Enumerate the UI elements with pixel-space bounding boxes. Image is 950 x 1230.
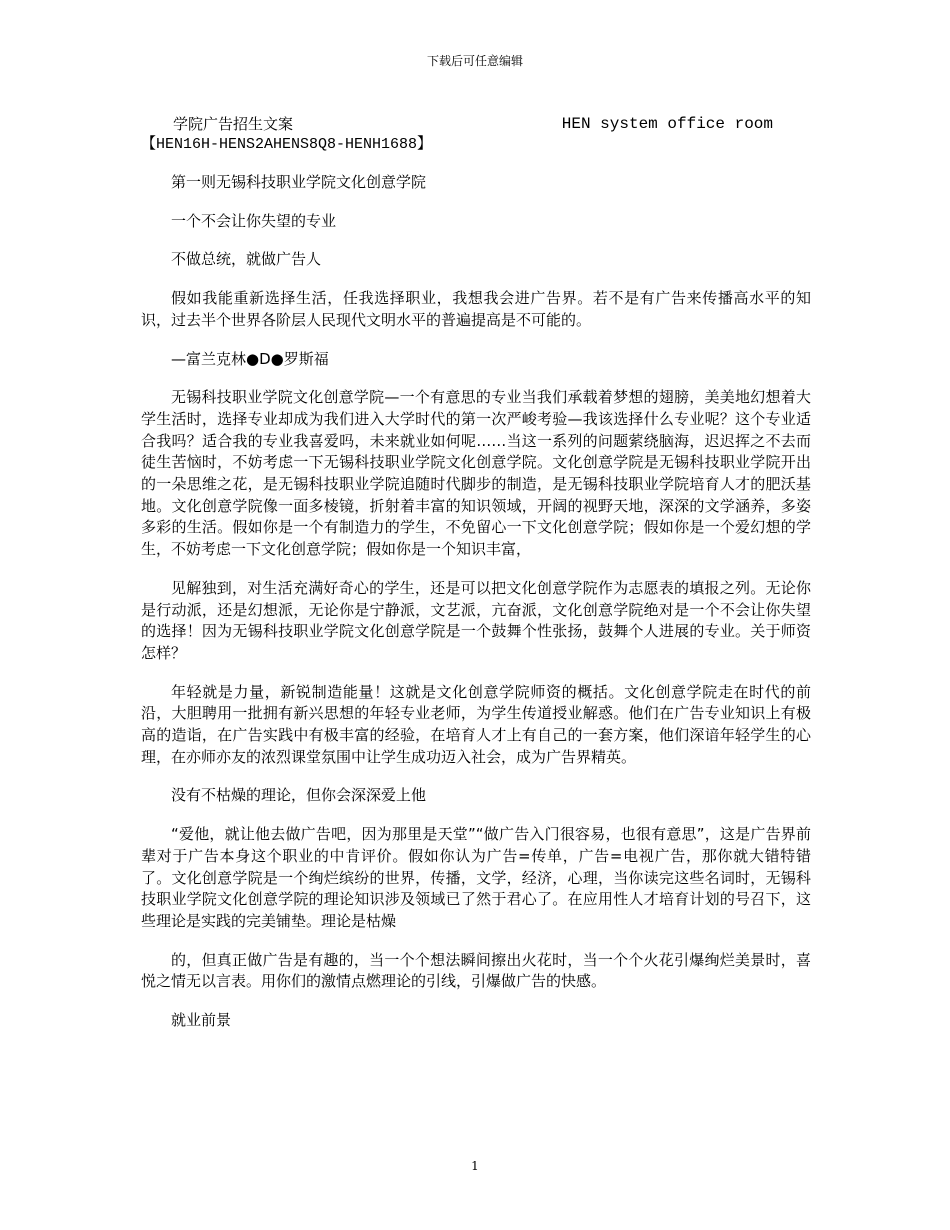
paragraph-theory: “爱他，就让他去做广告吧，因为那里是天堂”“做广告入门很容易，也很有意思”，这是广告界前辈对于广告本身这个职业的中肯评价。假如你认为广告=传单，广告=电视广告，那你就大错特错了。文化创意学院是一个绚烂缤纷的世界，传播，文学，经济，心理，当你读完这些名词时，无锡科技职业学院文化创意学院的理论知识涉及领域已了然于君心了。在应用性人才培育计划的号召下，这些理论是实践的完美铺垫。理论是枯燥 bbox=[141, 825, 811, 930]
document-title: 学院广告招生文案 bbox=[173, 115, 294, 133]
document-code: 【HEN16H-HENS2AHENS8Q8-HENH1688】 bbox=[141, 136, 433, 153]
paragraph-faculty: 年轻就是力量，新锐制造能量！这就是文化创意学院师资的概括。文化创意学院走在时代的前沿，大胆聘用一批拥有新兴思想的年轻专业老师，为学生传道授业解惑。他们在广告专业知识上有极高的造诣，在广告实践中有极丰富的经验，在培育人才上有自己的一套方案，他们深谙年轻学生的心理，在亦师亦友的浓烈课堂氛围中让学生成功迈入社会，成为广告界精英。 bbox=[141, 682, 811, 766]
document-body bbox=[141, 172, 811, 1049]
paragraph-choice: 见解独到，对生活充满好奇心的学生，还是可以把文化创意学院作为志愿表的填报之列。无论你是行动派，还是幻想派，无论你是宁静派，文艺派，亢奋派，文化创意学院绝对是一个不会让你失望的选择！因为无锡科技职业学院文化创意学院是一个鼓舞个性张扬，鼓舞个人进展的专业。关于师资怎样？ bbox=[141, 578, 811, 662]
paragraph-subheading: 一个不会让你失望的专业 bbox=[171, 211, 337, 230]
title-row bbox=[141, 114, 811, 134]
paragraph-quote: 假如我能重新选择生活，任我选择职业，我想我会进广告界。若不是有广告来传播高水平的知识，过去半个世界各阶层人民现代文明水平的普遍提高是不可能的。 bbox=[141, 289, 811, 329]
paragraph-employment-heading: 就业前景 bbox=[171, 1011, 232, 1030]
paragraph-intro: 无锡科技职业学院文化创意学院—一个有意思的专业当我们承载着梦想的翅膀，美美地幻想着大学生活时，选择专业却成为我们进入大学时代的第一次严峻考验—我该选择什么专业呢？这个专业适合我吗？适合我的专业我喜爱吗，未来就业如何呢……当这一系列的问题萦绕脑海，迟迟挥之不去而徒生苦恼时，不妨考虑一下无锡科技职业学院文化创意学院。文化创意学院是无锡科技职业学院开出的一朵思维之花，是无锡科技职业学院追随时代脚步的制造，是无锡科技职业学院培育人才的肥沃基地。文化创意学院像一面多棱镜，折射着丰富的知识领域，开阔的视野天地，深深的文学涵养，多姿多彩的生活。假如你是一个有制造力的学生，不免留心一下文化创意学院；假如你是一个爱幻想的学生，不妨考虑一下文化创意学院；假如你是一个知识丰富， bbox=[141, 388, 811, 559]
paragraph-practice: 的，但真正做广告是有趣的，当一个个想法瞬间擦出火花时，当一个个火花引爆绚烂美景时，喜悦之情无以言表。用你们的激情点燃理论的引线，引爆做广告的快感。 bbox=[141, 950, 811, 991]
paragraph-theory-heading: 没有不枯燥的理论，但你会深深爱上他 bbox=[171, 786, 427, 805]
office-room-label: HEN system office room bbox=[561, 115, 773, 133]
paragraph-heading-1: 第一则无锡科技职业学院文化创意学院 bbox=[171, 173, 427, 191]
paragraph-slogan: 不做总统，就做广告人 bbox=[171, 250, 322, 269]
paragraph-quote-author: —富兰克林●D●罗斯福 bbox=[171, 349, 329, 368]
page-number: 1 bbox=[471, 1159, 479, 1173]
page-header-note: 下载后可任意编辑 bbox=[426, 54, 523, 68]
